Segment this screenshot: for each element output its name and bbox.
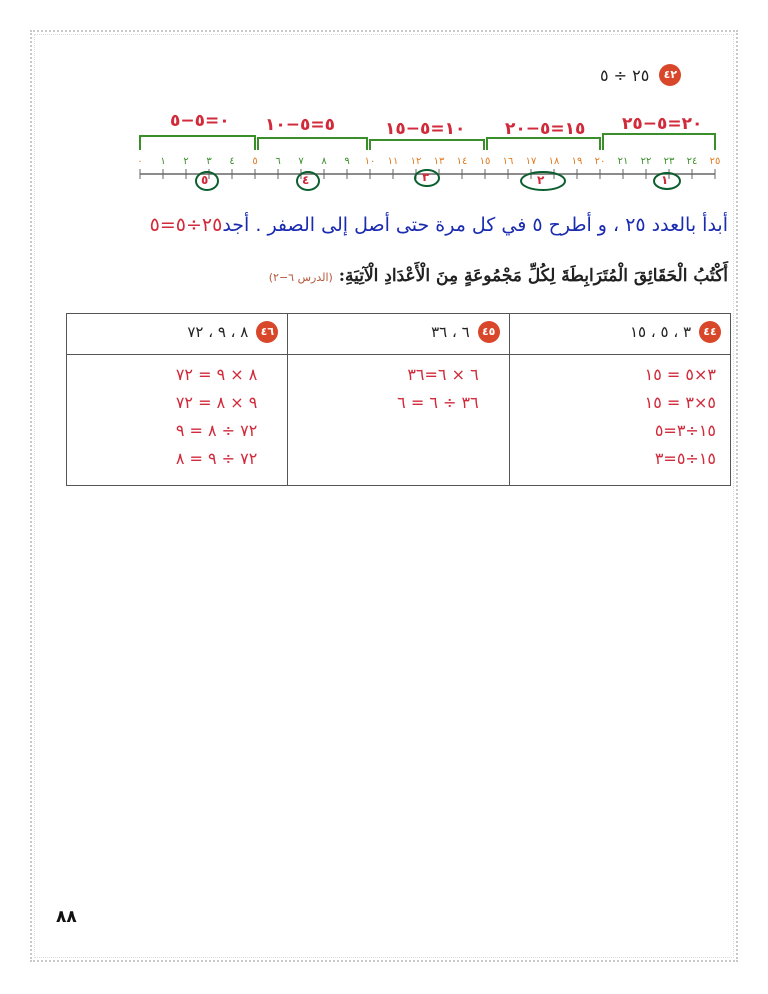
tick-label: ٢٥ [709, 156, 721, 167]
instruction-body: أبدأ بالعدد ٢٥ ، و أطرح ٥ في كل مرة حتى أصل إلى الصفر . أجد [222, 214, 728, 236]
question-badge-46: ٤٦ [256, 321, 278, 343]
tick-label: ٣ [206, 156, 212, 167]
step-label-3: ٣ [422, 170, 430, 184]
tick-label: ٢١ [617, 156, 629, 167]
equation: ٧٢ ÷ ٨ = ٩ [175, 421, 258, 440]
question-badge: ٤٢ [659, 64, 681, 86]
tick-label: ٠ [137, 156, 143, 167]
section-heading [80, 266, 728, 286]
equations-cell-44 [509, 355, 730, 486]
step-label-2: ٢ [537, 173, 545, 187]
tick-label: ٩ [344, 156, 350, 167]
question-badge-44: ٤٤ [699, 321, 721, 343]
equation: ٧٢ ÷ ٩ = ٨ [175, 449, 258, 468]
lesson-reference: (الدرس ٦−٢) [268, 271, 333, 284]
tick-label: ١٠ [364, 156, 376, 167]
bracket-4 [258, 138, 367, 150]
instruction-text [80, 214, 728, 236]
step-label-1: ١ [661, 173, 669, 187]
step-label-5: ٥ [201, 173, 209, 187]
question-42 [600, 64, 681, 86]
tick-label: ٢ [183, 156, 189, 167]
tick-label: ١٧ [525, 156, 537, 167]
bracket-5 [140, 136, 255, 150]
segment-label-3: ١٠=٥−١٥ [385, 119, 466, 139]
tick-label: ٨ [321, 156, 327, 167]
segment-label-5: ٠=٥−٥ [170, 111, 230, 131]
tick-label: ٢٤ [686, 156, 698, 167]
tick-label: ٢٣ [663, 156, 675, 167]
bracket-2 [487, 138, 600, 150]
page-number: ٨٨ [56, 907, 77, 927]
heading-title: أَكْتُبُ الْحَقَائِقَ الْمُتَرَابِطَةَ لِكُلِّ مَجْمُوعَةٍ مِنَ الْأَعْدَادِ الْآتِيَةِ: [338, 266, 728, 286]
equation: ٥×٣ = ١٥ [644, 393, 716, 412]
tick-label: ٧ [298, 156, 304, 167]
tick-label: ١ [160, 156, 166, 167]
tick-label: ١٥ [479, 156, 491, 167]
tick-label: ٢٠ [594, 156, 606, 167]
tick-label: ٤ [229, 156, 235, 167]
facts-table [66, 313, 731, 486]
equation: ٣٦ ÷ ٦ = ٦ [397, 393, 479, 412]
segment-label-1: ٢٠=٥−٢٥ [622, 114, 703, 134]
equation: ٦ × ٦=٣٦ [407, 365, 479, 384]
tick-label: ٥ [252, 156, 258, 167]
equations-cell-45 [288, 355, 509, 486]
column-header-46 [67, 314, 288, 355]
segment-label-2: ١٥=٥−٢٠ [505, 119, 586, 139]
number-line-graphic [130, 108, 730, 198]
equation: ٣×٥ = ١٥ [644, 365, 716, 384]
bracket-1 [603, 134, 715, 150]
equation: ١٥÷٣=٥ [654, 421, 716, 440]
equation: ٨ × ٩ = ٧٢ [175, 365, 258, 384]
tick-label: ٢٢ [640, 156, 652, 167]
tick-label: ٦ [275, 156, 281, 167]
numbers-46: ٨ ، ٩ ، ٧٢ [187, 323, 249, 341]
equations-cell-46 [67, 355, 288, 486]
instruction-answer: ٢٥÷٥=٥ [149, 214, 223, 236]
question-badge-45: ٤٥ [478, 321, 500, 343]
column-header-44 [509, 314, 730, 355]
tick-label: ١٦ [502, 156, 514, 167]
bracket-3 [370, 140, 484, 150]
tick-label: ١٩ [571, 156, 583, 167]
numbers-45: ٦ ، ٣٦ [431, 323, 470, 341]
equation: ٩ × ٨ = ٧٢ [175, 393, 258, 412]
step-label-4: ٤ [302, 173, 310, 187]
division-problem: ٢٥ ÷ ٥ [600, 65, 650, 85]
tick-label: ١١ [387, 156, 399, 167]
column-header-45 [288, 314, 509, 355]
segment-label-4: ٥=٥−١٠ [265, 115, 336, 135]
tick-label: ١٣ [433, 156, 445, 167]
tick-label: ١٤ [456, 156, 468, 167]
tick-label: ١٢ [410, 156, 422, 167]
tick-label: ١٨ [548, 156, 560, 167]
equation: ١٥÷٥=٣ [654, 449, 716, 468]
numbers-44: ٣ ، ٥ ، ١٥ [629, 323, 691, 341]
